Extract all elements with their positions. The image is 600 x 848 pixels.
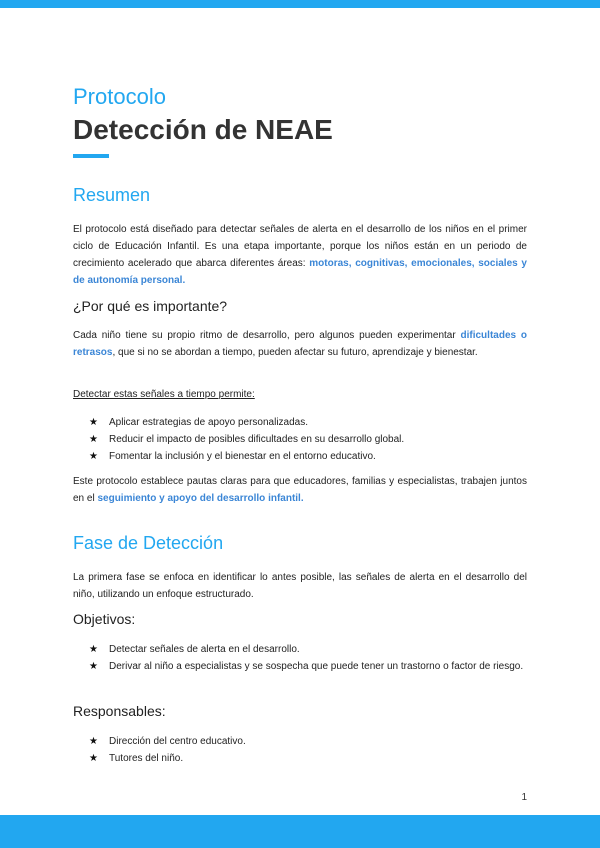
star-bullet-icon: ★ bbox=[89, 753, 98, 764]
objetivos-list bbox=[73, 641, 527, 675]
star-bullet-icon: ★ bbox=[89, 451, 98, 462]
page-number: 1 bbox=[521, 792, 527, 803]
list-item: ★ Detectar señales de alerta en el desarrollo. bbox=[73, 641, 527, 658]
list-item: ★ Derivar al niño a especialistas y se sospecha que puede tener un trastorno o factor de riesgo. bbox=[73, 658, 527, 675]
list-item: ★ Aplicar estrategias de apoyo personalizadas. bbox=[73, 414, 527, 431]
subheading-objetivos: Objetivos: bbox=[73, 611, 136, 627]
list-lead-text: Detectar estas señales a tiempo permite: bbox=[73, 389, 255, 400]
list-item: ★ Fomentar la inclusión y el bienestar en el entorno educativo. bbox=[73, 448, 527, 465]
page-title: Detección de NEAE bbox=[73, 114, 333, 145]
title-underline bbox=[73, 154, 109, 158]
closing-highlight: seguimiento y apoyo del desarrollo infantil. bbox=[97, 493, 304, 504]
closing-text: Este protocolo establece pautas claras para que educadores, familias y especialistas, trabajen juntos en el bbox=[73, 476, 527, 504]
list-item: ★ Tutores del niño. bbox=[73, 750, 527, 767]
closing-paragraph bbox=[73, 473, 527, 507]
subheading-responsables: Responsables: bbox=[73, 703, 166, 719]
list-item: ★ Dirección del centro educativo. bbox=[73, 733, 527, 750]
document-kicker: Protocolo bbox=[73, 84, 166, 109]
star-bullet-icon: ★ bbox=[89, 736, 98, 747]
responsables-list bbox=[73, 733, 527, 767]
star-bullet-icon: ★ bbox=[89, 417, 98, 428]
section-heading-resumen: Resumen bbox=[73, 185, 151, 205]
fase-paragraph: La primera fase se enfoca en identificar lo antes posible, las señales de alerta en el desarrollo del niño, utilizando un enfoque estructurado. bbox=[73, 572, 527, 600]
why-text-b: , que si no se abordan a tiempo, pueden afectar su futuro, aprendizaje y bienestar. bbox=[112, 347, 478, 358]
why-text-a: Cada niño tiene su propio ritmo de desarrollo, pero algunos pueden experimentar bbox=[73, 330, 461, 341]
star-bullet-icon: ★ bbox=[89, 434, 98, 445]
resumen-text: El protocolo está diseñado para detectar señales de alerta en el desarrollo de los niños en el primer ciclo de Educación Infantil. Es una etapa importante, porque los niños están en un periodo de crecimiento acelerado que abarca diferentes áreas: bbox=[73, 224, 527, 269]
why-highlight: dificultades o retrasos bbox=[73, 330, 527, 358]
resumen-paragraph bbox=[73, 221, 527, 289]
star-bullet-icon: ★ bbox=[89, 661, 98, 672]
list-item: ★ Reducir el impacto de posibles dificultades en su desarrollo global. bbox=[73, 431, 527, 448]
section-heading-fase: Fase de Detección bbox=[73, 533, 224, 553]
benefits-list bbox=[73, 414, 527, 465]
star-bullet-icon: ★ bbox=[89, 644, 98, 655]
top-accent-bar bbox=[0, 0, 600, 8]
resumen-highlight: motoras, cognitivas, emocionales, sociales y de autonomía personal. bbox=[73, 258, 527, 286]
bottom-accent-bar bbox=[0, 815, 600, 848]
subheading-why-important: ¿Por qué es importante? bbox=[73, 298, 228, 314]
why-paragraph bbox=[73, 327, 527, 361]
